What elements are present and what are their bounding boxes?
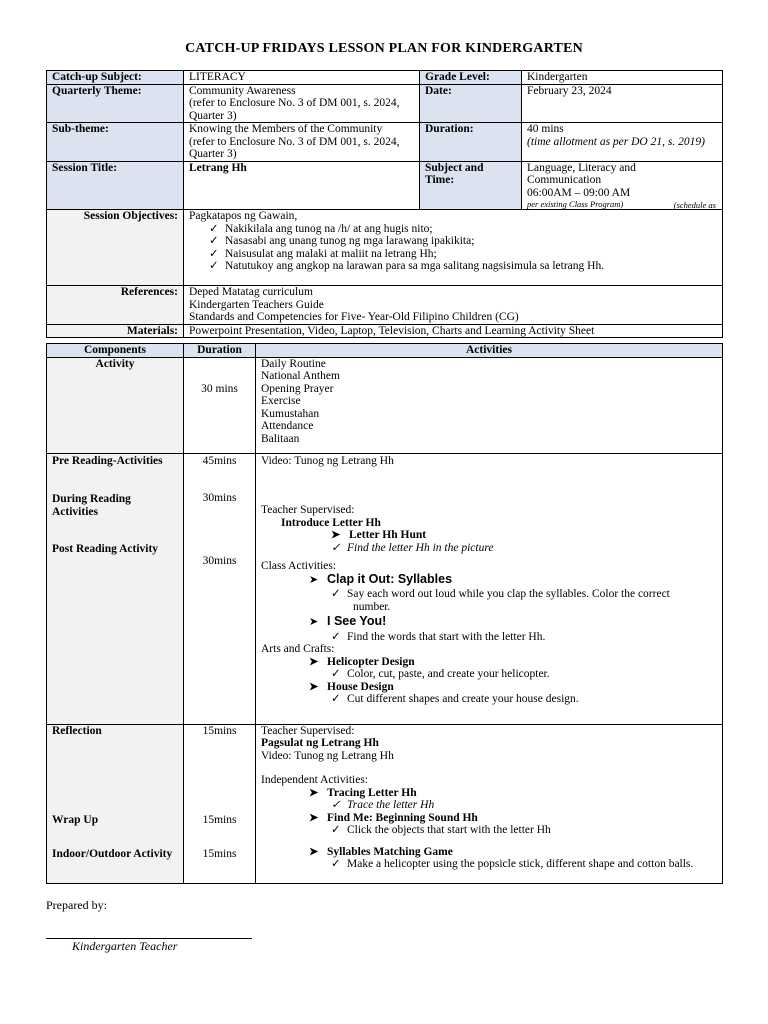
- pagsulat-item: Pagsulat ng Letrang Hh: [261, 737, 379, 749]
- house-title: House Design: [327, 680, 394, 693]
- grade-label: Grade Level:: [420, 71, 522, 85]
- post-reading-label: Post Reading Activity: [52, 543, 159, 555]
- session-label: Session Title:: [47, 161, 184, 210]
- duration-label: Duration:: [420, 123, 522, 162]
- grade-value: Kindergarten: [522, 71, 723, 85]
- hunt-title: Letter Hh Hunt: [349, 529, 427, 541]
- pre-reading-label: Pre Reading-Activities: [52, 454, 163, 467]
- syllables-desc: [261, 858, 717, 871]
- subject-time-line: Communication: [527, 174, 602, 186]
- hunt-desc-text: Find the letter Hh in the picture: [347, 541, 494, 554]
- findme-desc-text: Click the objects that start with the letter Hh: [347, 824, 551, 836]
- objectives-intro: Pagkatapos ng Gawain,: [189, 210, 298, 222]
- activities-table: [46, 343, 723, 884]
- check-icon: ✓: [209, 235, 219, 247]
- lesson-info-table: [46, 70, 723, 338]
- clap-title: Clap it Out: Syllables: [327, 571, 453, 586]
- findme-item: [261, 812, 717, 825]
- arrow-bullet-icon: ➤: [309, 680, 319, 693]
- indoor-outdoor-duration: 15mins: [202, 847, 237, 860]
- subject-time-line: Language, Literacy and: [527, 161, 636, 174]
- reflection-durations: [184, 724, 256, 883]
- schedule-note: (schedule as: [673, 199, 716, 210]
- house-desc-text: Cut different shapes and create your house design.: [347, 693, 579, 705]
- objectives-label: Session Objectives:: [47, 210, 184, 286]
- reading-activities: [256, 453, 723, 724]
- document-title: CATCH-UP FRIDAYS LESSON PLAN FOR KINDERGARTEN: [185, 41, 583, 56]
- reference-item: Deped Matatag curriculum: [189, 286, 313, 298]
- duration-note: (time allotment as per DO 21, s. 2019): [527, 135, 705, 148]
- objective-item: [189, 223, 717, 236]
- arrow-bullet-icon: ➤: [309, 573, 319, 586]
- teacher-supervised-label: Teacher Supervised:: [261, 724, 355, 737]
- syllables-desc-text: Make a helicopter using the popsicle stick, different shape and cotton balls.: [347, 858, 694, 870]
- materials-value: Powerpoint Presentation, Video, Laptop, Television, Charts and Learning Activity Sheet: [184, 324, 723, 338]
- subtheme-line: Knowing the Members of the Community: [189, 123, 383, 135]
- syllables-title: Syllables Matching Game: [327, 845, 453, 858]
- activity-item: Attendance: [261, 420, 314, 432]
- house-desc: [261, 693, 717, 706]
- reflection-label: Reflection: [52, 724, 102, 737]
- reference-item: Kindergarten Teachers Guide: [189, 298, 324, 311]
- video-item: Video: Tunog ng Letrang Hh: [261, 749, 394, 762]
- findme-title: Find Me: Beginning Sound Hh: [327, 811, 478, 824]
- objective-item: [189, 248, 717, 261]
- check-icon: ✓: [331, 693, 341, 705]
- introduce-letter: Introduce Letter Hh: [281, 516, 381, 529]
- theme-line: Community Awareness: [189, 84, 296, 97]
- reading-components: [47, 453, 184, 724]
- activity-duration-text: 30 mins: [201, 382, 238, 395]
- heli-item: [261, 656, 717, 669]
- date-label: Date:: [420, 84, 522, 123]
- duration-text: 40 mins: [527, 123, 564, 135]
- wrap-up-duration: 15mins: [202, 814, 237, 826]
- arts-label: Arts and Crafts:: [261, 643, 335, 655]
- class-activities-label: Class Activities:: [261, 560, 337, 572]
- subject-time-label-line: Time:: [425, 174, 455, 186]
- components-header: Components: [47, 344, 184, 358]
- theme-label: Quarterly Theme:: [47, 84, 184, 123]
- activity-list: [256, 357, 723, 453]
- heli-desc-text: Color, cut, paste, and create your helicopter.: [347, 668, 550, 680]
- activity-item: Exercise: [261, 395, 301, 407]
- arrow-bullet-icon: ➤: [309, 845, 319, 858]
- objective-item: [189, 260, 717, 273]
- schedule-note: per existing Class Program): [527, 199, 624, 209]
- reflection-activities: [256, 724, 723, 883]
- duration-header: Duration: [184, 344, 256, 358]
- video-item: Video: Tunog ng Letrang Hh: [261, 454, 394, 467]
- tracing-desc: [261, 799, 717, 812]
- objective-item: [189, 235, 717, 248]
- theme-line: (refer to Enclosure No. 3 of DM 001, s. 2024,: [189, 97, 400, 109]
- isee-item: [261, 615, 717, 629]
- duration-value: [522, 123, 723, 162]
- post-reading-duration: 30mins: [202, 554, 237, 567]
- teacher-supervised-label: Teacher Supervised:: [261, 504, 355, 516]
- reflection-components: [47, 724, 184, 883]
- date-value: February 23, 2024: [522, 84, 723, 123]
- subject-time-value: [522, 161, 723, 210]
- syllables-item: [261, 846, 717, 859]
- subtheme-line: Quarter 3): [189, 148, 237, 160]
- heli-title: Helicopter Design: [327, 655, 415, 668]
- isee-desc: [261, 631, 717, 644]
- activity-duration: [184, 357, 256, 453]
- theme-value: [184, 84, 420, 123]
- subtheme-line: (refer to Enclosure No. 3 of DM 001, s. 2024,: [189, 135, 400, 148]
- objective-text: Naisusulat ang malaki at maliit na letrang Hh;: [225, 247, 437, 260]
- check-icon: ✓: [209, 247, 219, 260]
- during-reading-label: Activities: [52, 505, 98, 518]
- check-icon: ✓: [331, 799, 341, 811]
- isee-desc-text: Find the words that start with the letter Hh.: [347, 630, 546, 643]
- tracing-title: Tracing Letter Hh: [327, 786, 417, 799]
- reading-durations: [184, 453, 256, 724]
- subject-value: LITERACY: [184, 71, 420, 85]
- references-label: References:: [47, 286, 184, 325]
- references-value: [184, 286, 723, 325]
- hunt-desc: [261, 542, 717, 555]
- clap-desc: [261, 588, 717, 601]
- activity-component: Activity: [47, 357, 184, 453]
- check-icon: ✓: [331, 588, 341, 600]
- isee-title: I See You!: [327, 614, 387, 628]
- hunt-item: [261, 529, 717, 542]
- objective-text: Natutukoy ang angkop na larawan para sa mga salitang nagsisimula sa letrang Hh.: [225, 260, 605, 272]
- indoor-outdoor-label: Indoor/Outdoor Activity: [52, 847, 173, 860]
- arrow-bullet-icon: ➤: [331, 529, 341, 541]
- activity-item: Balitaan: [261, 432, 300, 445]
- house-item: [261, 681, 717, 694]
- clap-desc-text: Say each word out loud while you clap the syllables. Color the correct: [347, 588, 670, 600]
- subject-time-label: [420, 161, 522, 210]
- check-icon: ✓: [209, 222, 219, 235]
- arrow-bullet-icon: ➤: [309, 616, 319, 628]
- subject-time-label-line: Subject and: [425, 161, 484, 174]
- tracing-item: [261, 787, 717, 800]
- activities-header: Activities: [256, 344, 723, 358]
- subtheme-label: Sub-theme:: [47, 123, 184, 162]
- tracing-desc-text: Trace the letter Hh: [347, 799, 435, 811]
- activity-item: Daily Routine: [261, 357, 326, 370]
- objective-text: Nasasabi ang unang tunog ng mga larawang ipakikita;: [225, 235, 475, 247]
- objectives-value: [184, 210, 723, 286]
- clap-item: [261, 573, 717, 587]
- during-reading-duration: 30mins: [202, 492, 237, 504]
- arrow-bullet-icon: ➤: [309, 811, 319, 824]
- prepared-by: Prepared by:: [46, 898, 107, 912]
- heli-desc: [261, 668, 717, 681]
- theme-line: Quarter 3): [189, 109, 237, 122]
- arrow-bullet-icon: ➤: [309, 786, 319, 799]
- check-icon: ✓: [331, 824, 341, 836]
- check-icon: ✓: [331, 668, 341, 680]
- session-value: Letrang Hh: [184, 161, 420, 210]
- subtheme-value: [184, 123, 420, 162]
- during-reading-label: During Reading: [52, 493, 131, 505]
- check-icon: ✓: [331, 541, 341, 554]
- subject-time-line: 06:00AM – 09:00 AM: [527, 186, 631, 199]
- activity-item: Opening Prayer: [261, 382, 334, 395]
- reference-item: Standards and Competencies for Five- Year-Old Filipino Children (CG): [189, 311, 519, 323]
- wrap-up-label: Wrap Up: [52, 814, 99, 826]
- check-icon: ✓: [331, 858, 341, 870]
- independent-label: Independent Activities:: [261, 774, 368, 786]
- pre-reading-duration: 45mins: [202, 454, 237, 467]
- check-icon: ✓: [331, 630, 341, 643]
- teacher-title: Kindergarten Teacher: [72, 939, 178, 953]
- materials-label: Materials:: [47, 324, 184, 338]
- activity-item: National Anthem: [261, 370, 340, 382]
- findme-desc: [261, 824, 717, 837]
- reflection-duration: 15mins: [202, 724, 237, 737]
- activity-item: Kumustahan: [261, 407, 320, 420]
- arrow-bullet-icon: ➤: [309, 655, 319, 668]
- check-icon: ✓: [209, 260, 219, 272]
- clap-desc-text: number.: [353, 600, 391, 613]
- subject-label: Catch-up Subject:: [47, 71, 184, 85]
- objective-text: Nakikilala ang tunog na /h/ at ang hugis nito;: [225, 222, 433, 235]
